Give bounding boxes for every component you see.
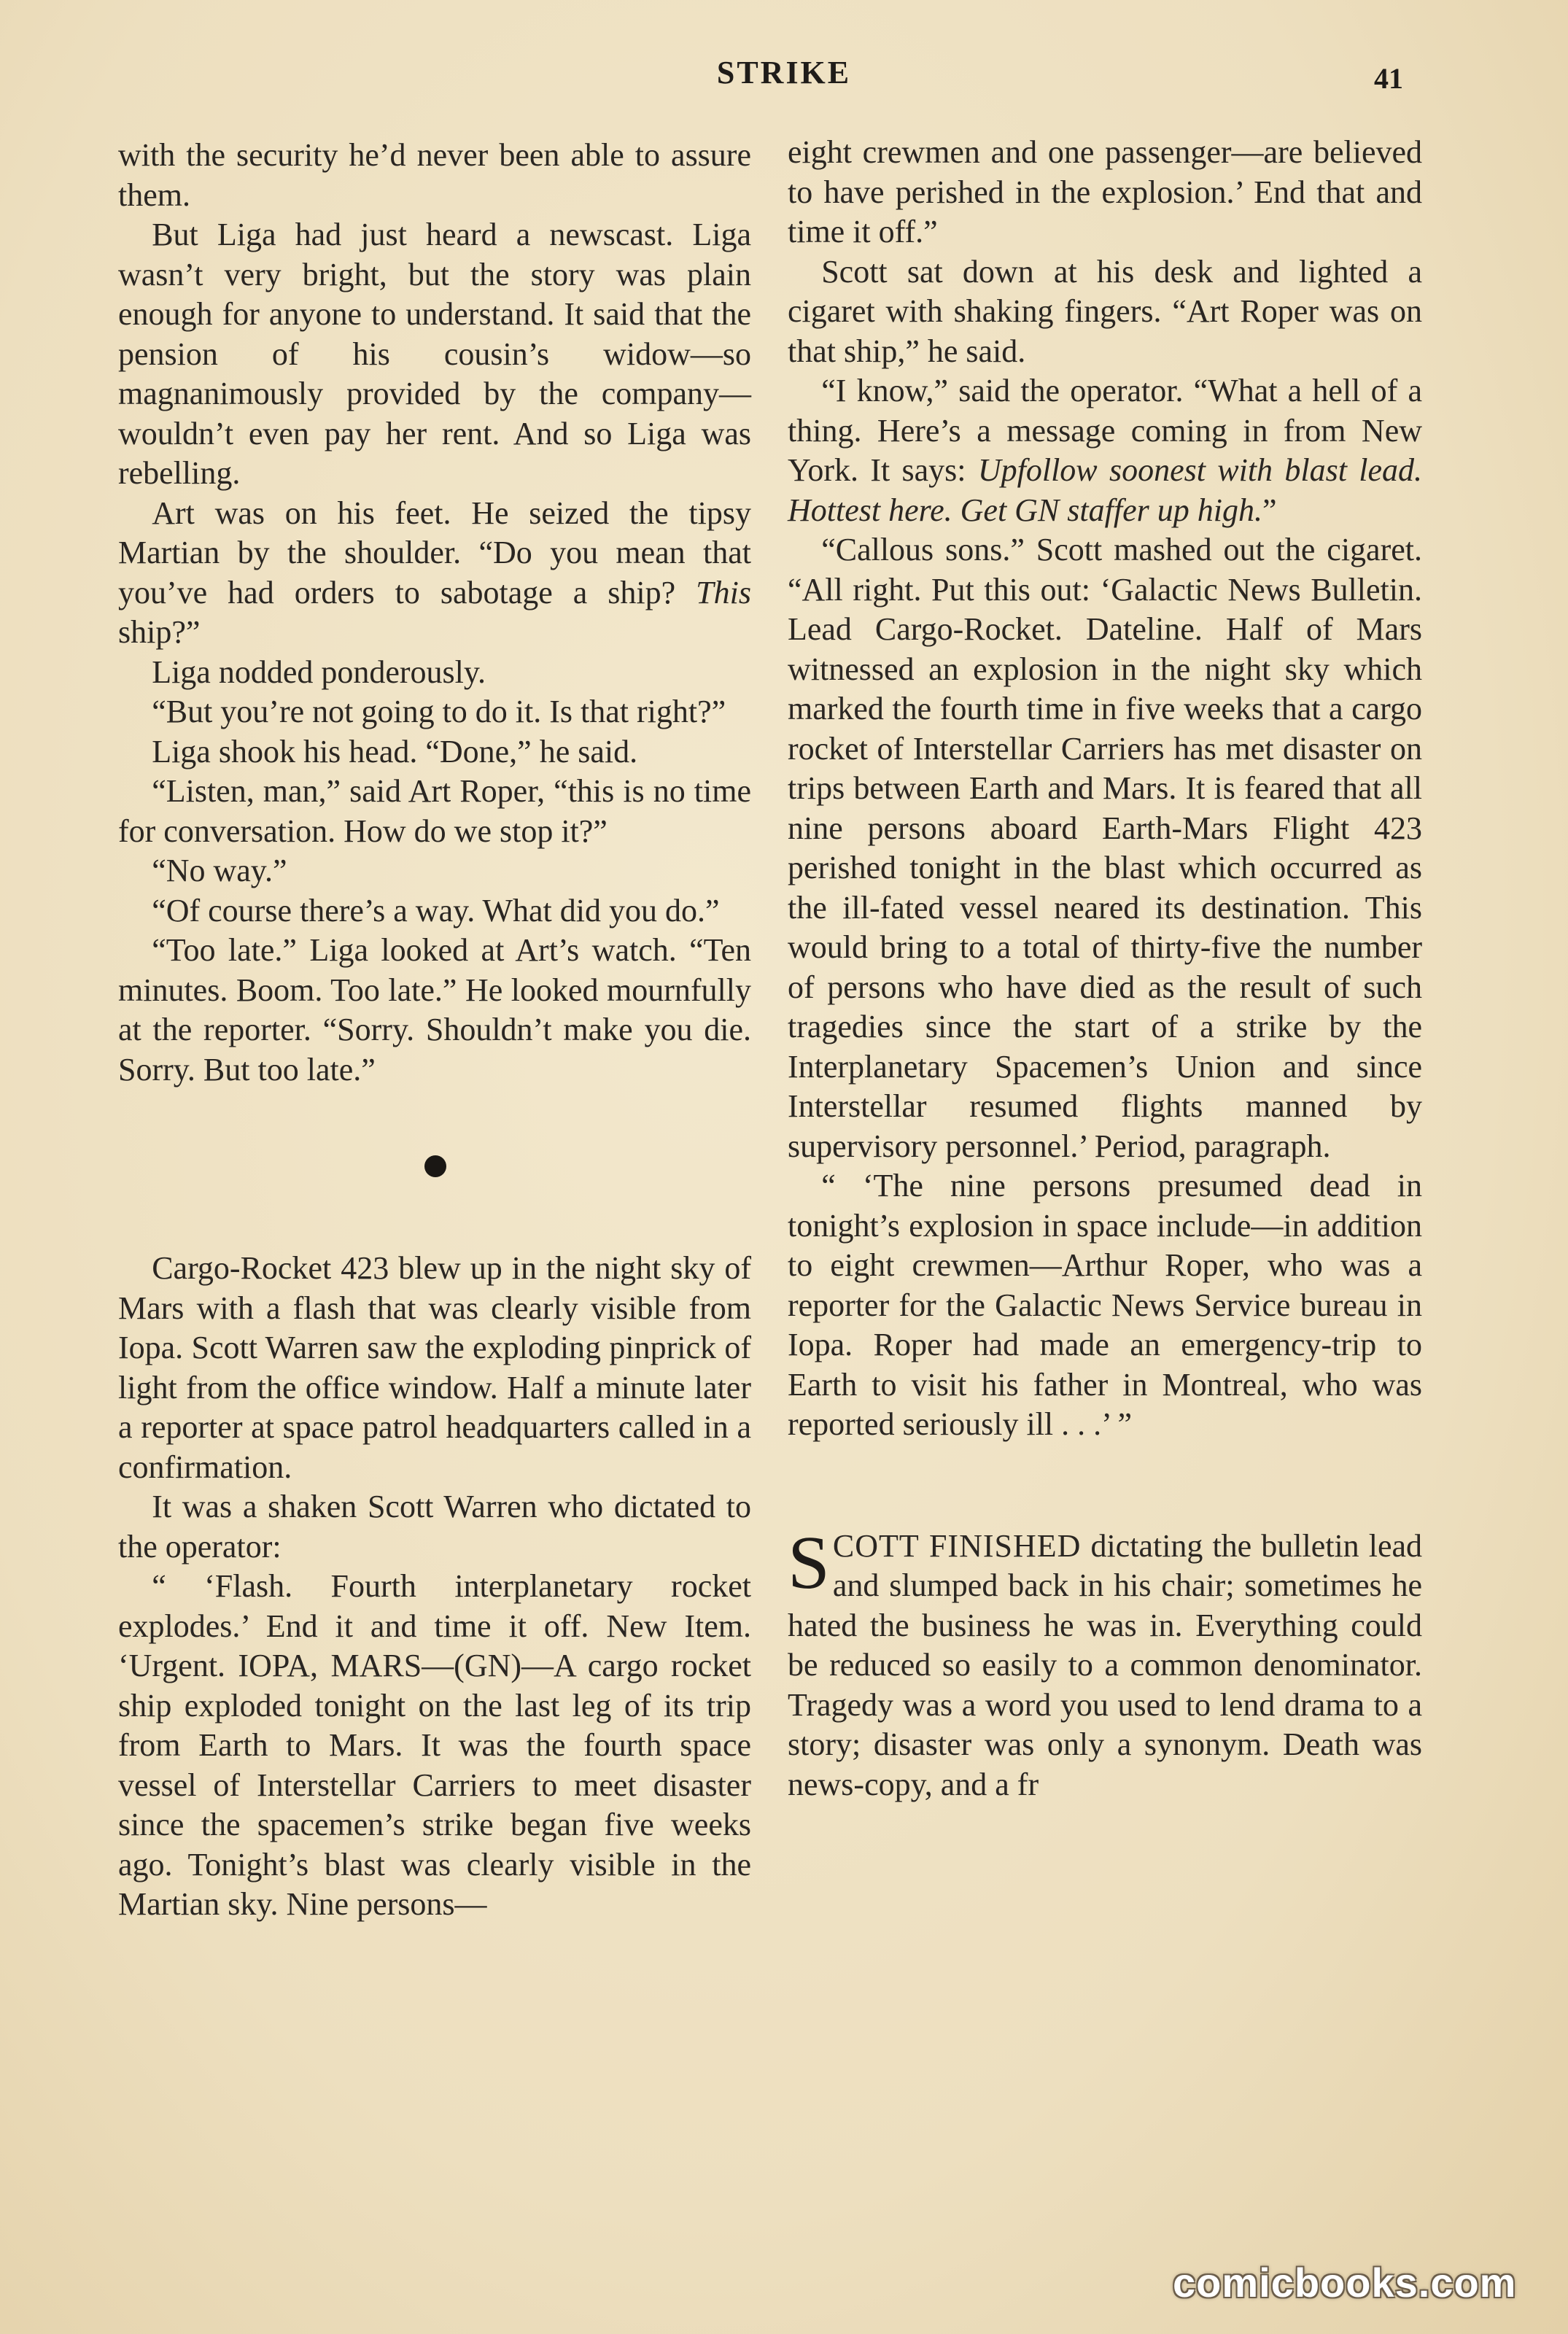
drop-cap: S xyxy=(788,1520,830,1605)
paragraph-text: ship?” xyxy=(118,614,201,650)
paragraph: Liga shook his head. “Done,” he said. xyxy=(152,733,638,769)
paragraph: It was a shaken Scott Warren who dictated to the operator: xyxy=(118,1489,751,1565)
paragraph: “But you’re not going to do it. Is that right?” xyxy=(152,694,726,729)
left-column xyxy=(118,136,751,1925)
watermark: comicbooks.com xyxy=(1173,2260,1517,2306)
page-number: 41 xyxy=(1374,62,1403,95)
paragraph: Scott sat down at his desk and lighted a cigaret with shaking fingers. “Art Roper was on that ship,” he said. xyxy=(788,253,1422,369)
paragraph xyxy=(788,1520,1423,1805)
paragraph: “ ‘The nine persons presumed dead in tonight’s explosion in space include—in addition to eight crewmen—Arthur Roper, who was a reporter for the Galactic News Service bureau in Iopa. Roper had made an emergency-trip to Earth to visit his father in Montreal, who was reported seriously ill . . .’ ” xyxy=(788,1168,1422,1442)
paragraph: “Listen, man,” said Art Roper, “this is no time for conversation. How do we stop it?” xyxy=(118,773,751,849)
paragraph-text: Art was on his feet. He seized the tipsy Martian by the shoulder. “Do you mean that you’ve had orders to sabotage a ship? xyxy=(118,495,751,610)
section-gap xyxy=(788,1445,1422,1527)
paragraph: But Liga had just heard a newscast. Liga wasn’t very bright, but the story was plain enough for anyone to understand. It said that the pension of his cousin’s widow—so magnanimously provided by the company—wouldn’t even pay her rent. And so Liga was rebelling. xyxy=(118,217,751,491)
paragraph xyxy=(788,371,1422,530)
section-break xyxy=(118,1090,751,1249)
paragraph: “Callous sons.” Scott mashed out the cigaret. “All right. Put this out: ‘Galactic News Bulletin. Lead Cargo-Rocket. Dateline. Half of Mars witnessed an explosion in the night sky which marked the fourth time in five weeks that a cargo rocket of Interstellar Carriers has met disaster on trips between Earth and Mars. It is feared that all nine persons aboard Earth-Mars Flight 423 perished tonight in the blast which occurred as the ill-fated vessel neared its destination. This would bring to a total of thirty-five the number of persons who have died as the result of such tragedies since the start of a strike by the Interplanetary Spacemen’s Union and since Interstellar resumed flights manned by supervisory personnel.’ Period, paragraph. xyxy=(788,532,1422,1164)
running-header-title: STRIKE xyxy=(716,55,852,90)
emphasis-text: This xyxy=(696,574,751,610)
right-column xyxy=(788,133,1422,1804)
section-break-bullet-icon xyxy=(424,1155,446,1177)
paragraph: Cargo-Rocket 423 blew up in the night sky of Mars with a flash that was clearly visible from Iopa. Scott Warren saw the exploding pinprick of light from the office window. Half a minute later a reporter at space patrol headquarters called in a confirmation. xyxy=(118,1250,751,1485)
emphasis-text: Upfollow soonest with blast lead. Hottest here. Get GN staffer up high. xyxy=(788,452,1423,528)
paragraph xyxy=(118,494,751,653)
lead-in-caps: COTT FINISHED xyxy=(832,1527,1082,1564)
paragraph: “No way.” xyxy=(152,853,287,888)
paragraph-text: ” xyxy=(1262,492,1277,528)
paragraph: Liga nodded ponderously. xyxy=(152,654,486,690)
paragraph: eight crewmen and one passenger—are believed to have perished in the explosion.’ End that and time it off.” xyxy=(788,134,1422,249)
paragraph: “ ‘Flash. Fourth interplanetary rocket explodes.’ End it and time it off. New Item. ‘Urgent. IOPA, MARS—(GN)—A cargo rocket ship exploded tonight on the last leg of its trip from Earth to Mars. It was the fourth space vessel of Interstellar Carriers to meet disaster since the spacemen’s strike began five weeks ago. Tonight’s blast was clearly visible in the Martian sky. Nine persons— xyxy=(118,1568,751,1922)
paragraph: “Of course there’s a way. What did you do.” xyxy=(152,892,720,928)
paragraph-text: dictating the bulletin lead and slumped back in his chair; sometimes he hated the business he was in. Everything could be reduced so easily to a common denominator. Tragedy was a word you used to lend drama to a story; disaster was only a synonym. Death was news-copy, and a fr xyxy=(788,1527,1423,1802)
paragraph: “Too late.” Liga looked at Art’s watch. “Ten minutes. Boom. Too late.” He looked mournfully at the reporter. “Sorry. Shouldn’t make you die. Sorry. But too late.” xyxy=(118,932,751,1087)
paragraph-text: “I know,” said the operator. “What a hell of a thing. Here’s a message coming in from New York. It says: xyxy=(788,373,1422,488)
paragraph: with the security he’d never been able to assure them. xyxy=(118,137,751,213)
